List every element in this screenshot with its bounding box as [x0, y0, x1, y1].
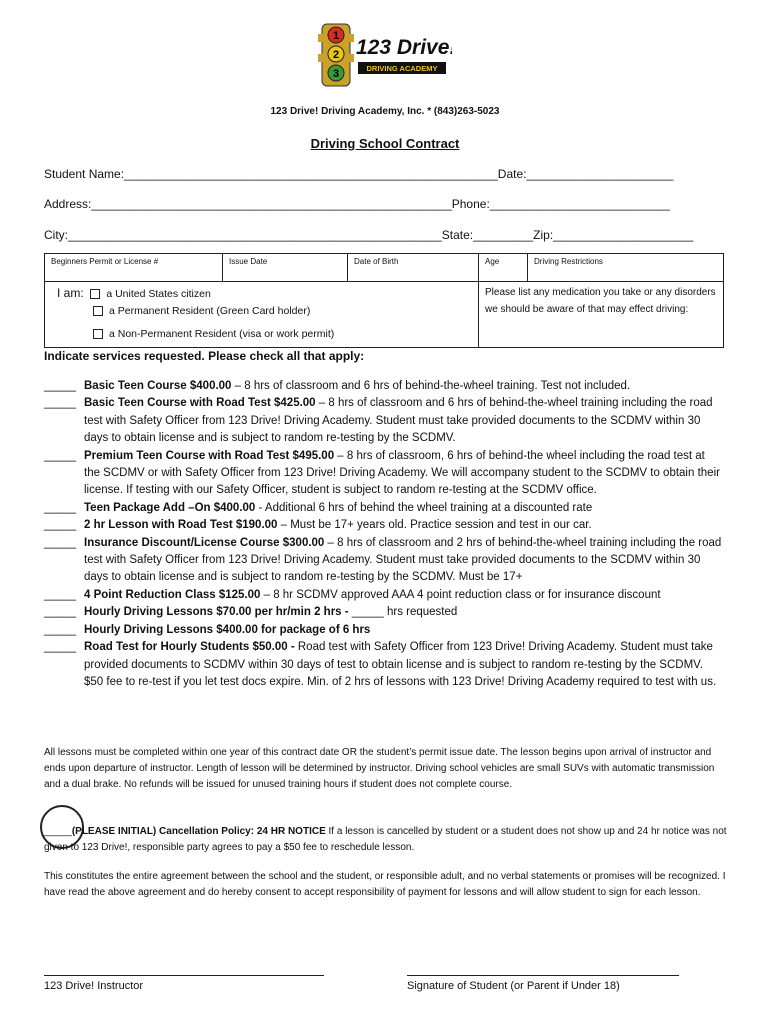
student-info-table: [44, 253, 724, 348]
logo-brand-text: 123 Drive!: [356, 36, 452, 59]
permit-number-cell[interactable]: Beginners Permit or License #: [45, 254, 223, 282]
service-checkbox-blank[interactable]: _____: [44, 641, 76, 654]
service-description: – 8 hr SCDMV approved AAA 4 point reduction class or for insurance discount: [260, 588, 661, 601]
service-item[interactable]: [44, 500, 724, 517]
service-title: Hourly Driving Lessons $400.00 for package of 6 hrs: [84, 623, 371, 636]
service-title: Basic Teen Course with Road Test $425.00: [84, 397, 316, 410]
cancellation-text: If a lesson is cancelled by student or a student does not show up and 24 hr notice was not given to 123 Drive!, responsible party agrees to pay a $50 fee to reschedule lesson.: [44, 826, 727, 853]
permanent-resident-label: a Permanent Resident (Green Card holder): [109, 305, 311, 317]
non-permanent-resident-label: a Non-Permanent Resident (visa or work permit): [109, 328, 335, 340]
address-field[interactable]: Address:______________________________________________________Phone:___________________________: [44, 197, 670, 211]
service-title: Insurance Discount/License Course $300.00: [84, 536, 325, 549]
services-header: Indicate services requested. Please check all that apply:: [44, 349, 365, 363]
logo-number-3: 3: [332, 68, 340, 80]
lessons-policy-paragraph: All lessons must be completed within one year of this contract date OR the student’s permit issue date. The lesson begins upon arrival of instructor and ends upon departure of instructor. Length of lesson will be determined by instructor. Driving school vehicles are small SUVs with automatic transmission and a dual brake. No refunds will be issued for unused training hours if student does not complete course.: [44, 747, 715, 790]
citizenship-cell: [45, 282, 479, 348]
driving-restrictions-cell[interactable]: Driving Restrictions: [528, 254, 724, 282]
service-checkbox-blank[interactable]: _____: [44, 623, 76, 636]
service-item[interactable]: [44, 604, 724, 621]
logo-tagline: DRIVING ACADEMY: [366, 64, 438, 73]
service-checkbox-blank[interactable]: _____: [44, 588, 76, 601]
service-title: Hourly Driving Lessons $70.00 per hr/min 2 hrs -: [84, 606, 349, 619]
company-logo: [318, 22, 452, 88]
service-title: Road Test for Hourly Students $50.00 -: [84, 641, 295, 654]
service-description: – 8 hrs of classroom, 6 hrs of behind-the wheel including the road test at the SCDMV or with Safety Officer from 123 Drive! Driving Academy. We will accompany student to the SCDMV to obtain their license. If testing with our Safety Officer, student is subject to random re-testing at the SCDMV office.: [84, 449, 720, 497]
service-description: – 8 hrs of classroom and 6 hrs of behind-the-wheel training. Test not included.: [231, 380, 631, 392]
service-item[interactable]: [44, 639, 724, 691]
service-item[interactable]: [44, 587, 724, 604]
citizen-label: a United States citizen: [106, 288, 211, 300]
page-title: Driving School Contract: [310, 136, 460, 151]
service-checkbox-blank[interactable]: _____: [44, 519, 76, 532]
service-description: _____ hrs requested: [348, 606, 458, 619]
service-title: Premium Teen Course with Road Test $495.00: [84, 449, 335, 462]
service-description: – Must be 17+ years old. Practice session and test in our car.: [277, 519, 592, 532]
logo-number-2: 2: [332, 49, 340, 61]
city-field[interactable]: City:________________________________________________________State:_________Zip:_____________________: [44, 228, 694, 242]
medication-note[interactable]: Please list any medication you take or any disorders we should be aware of that may effect driving:: [479, 282, 724, 348]
age-cell[interactable]: Age: [479, 254, 528, 282]
service-description: – 8 hrs of classroom and 6 hrs of behind-the-wheel training including the road test with Safety Officer from 123 Drive! Driving Academy. Student must take provided documents to the SCDMV within 30 days to obtain license and is subject to random re-testing by the SCDMV.: [84, 397, 713, 445]
cancellation-title: (PLEASE INITIAL) Cancellation Policy: 24 HR NOTICE: [71, 826, 326, 837]
service-item[interactable]: [44, 395, 724, 447]
service-checkbox-blank[interactable]: _____: [44, 449, 76, 462]
non-permanent-resident-checkbox[interactable]: [93, 329, 103, 339]
initial-blank[interactable]: _____: [44, 826, 72, 837]
service-title: Teen Package Add –On $400.00: [84, 501, 256, 514]
service-checkbox-blank[interactable]: _____: [44, 380, 76, 392]
service-description: – 8 hrs of classroom and 2 hrs of behind-the-wheel training including the road test with Safety Officer from 123 Drive! Driving Academy. Student must take provided documents to the SCDMV within 30 days to obtain license and is subject to random re-testing by the SCDMV. Must be 17+: [84, 536, 722, 584]
service-description: - Additional 6 hrs of behind the wheel training at a discounted rate: [255, 501, 593, 514]
student-name-field[interactable]: Student Name:________________________________________________________Date:______________________: [44, 167, 674, 181]
permanent-resident-checkbox[interactable]: [93, 306, 103, 316]
instructor-signature-line[interactable]: [44, 975, 324, 976]
service-checkbox-blank[interactable]: _____: [44, 606, 76, 619]
service-title: 2 hr Lesson with Road Test $190.00: [84, 519, 278, 532]
issue-date-cell[interactable]: Issue Date: [223, 254, 348, 282]
company-info: 123 Drive! Driving Academy, Inc. * (843)263-5023: [270, 106, 500, 117]
traffic-light-logo-icon: [318, 22, 452, 88]
date-of-birth-cell[interactable]: Date of Birth: [348, 254, 479, 282]
service-description: Road test with Safety Officer from 123 Drive! Driving Academy. Student must take provided documents to SCDMV within 30 days of test to obtain license and is subject to random re-testing by the SCDMV. $50 fee to re-test if you let test docs expire. Min. of 2 hrs of lessons with 123 Drive! Driving Academy required to test with us.: [84, 641, 717, 688]
service-item[interactable]: [44, 448, 724, 500]
student-signature-line[interactable]: [407, 975, 679, 976]
logo-number-1: 1: [332, 30, 340, 42]
i-am-label: I am:: [57, 286, 84, 300]
service-checkbox-blank[interactable]: _____: [44, 501, 76, 514]
service-title: 4 Point Reduction Class $125.00: [84, 588, 261, 601]
service-checkbox-blank[interactable]: _____: [44, 536, 76, 549]
service-item[interactable]: [44, 517, 724, 534]
service-item[interactable]: [44, 535, 724, 587]
services-list: [44, 378, 724, 691]
citizen-checkbox[interactable]: [90, 289, 100, 299]
agreement-paragraph: This constitutes the entire agreement between the school and the student, or responsible adult, and no verbal statements or promises will be recognized. I have read the above agreement and do hereby consent to accept responsibility of payment for lessons and will allow student to sign for each lesson.: [44, 871, 726, 898]
service-item[interactable]: [44, 622, 724, 639]
service-title: Basic Teen Course $400.00: [84, 380, 232, 392]
cancellation-policy: [44, 824, 728, 856]
instructor-signature-label: 123 Drive! Instructor: [44, 980, 144, 992]
student-signature-label: Signature of Student (or Parent if Under 18): [407, 980, 620, 992]
service-checkbox-blank[interactable]: _____: [44, 397, 76, 410]
service-item[interactable]: [44, 378, 724, 395]
